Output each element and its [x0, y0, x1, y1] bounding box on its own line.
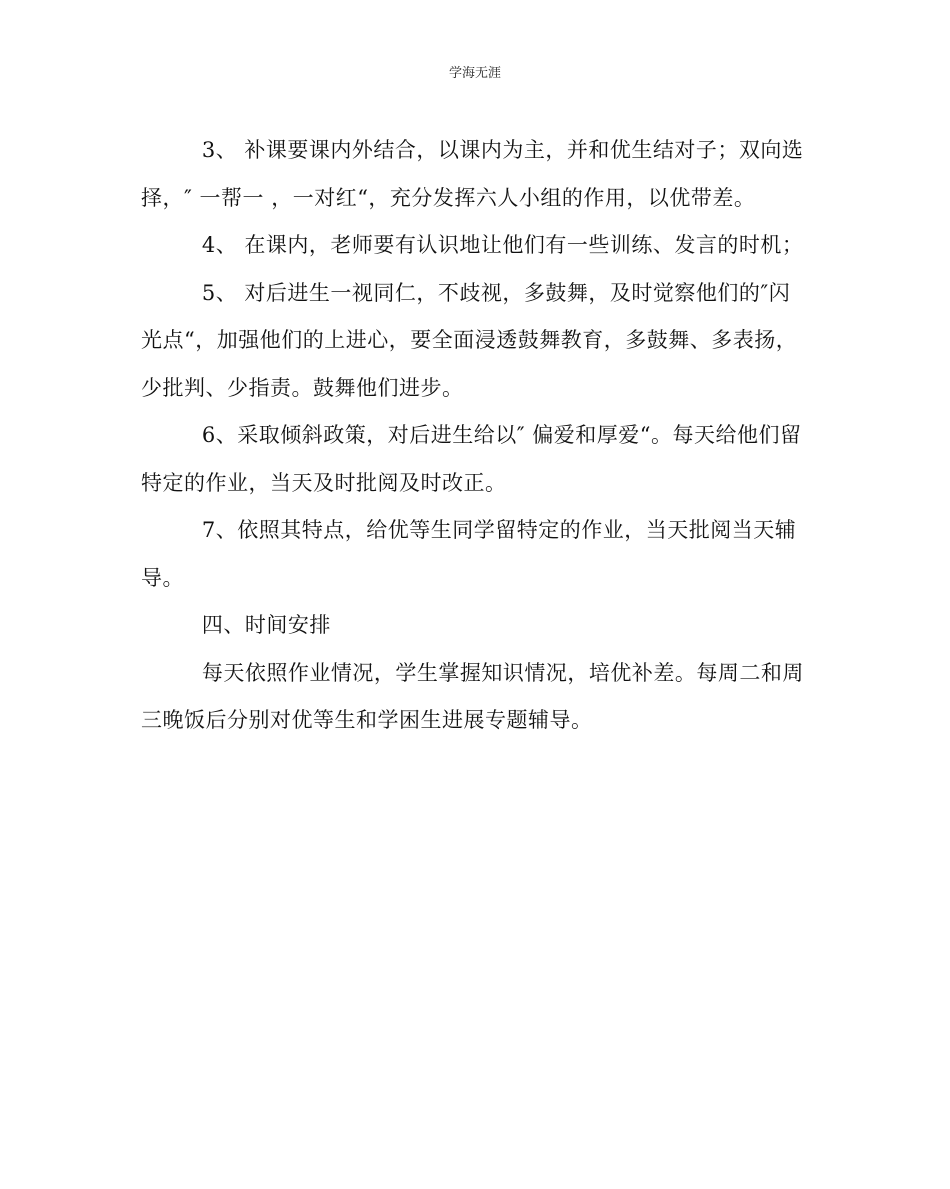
paragraph-item-7: 7、依照其特点，给优等生同学留特定的作业，当天批阅当天辅导。 [141, 518, 797, 590]
paragraph-schedule: 每天依照作业情况，学生掌握知识情况，培优补差。每周二和周三晚饭后分别对优等生和学困生进展专题辅导。 [141, 660, 804, 732]
document-body [141, 127, 826, 745]
page-header: 学海无涯 [448, 66, 501, 81]
paragraph-item-6: 6、采取倾斜政策，对后进生给以″ 偏爱和厚爱“。每天给他们留特定的作业，当天及时批阅及时改正。 [141, 423, 802, 495]
paragraph-item-5: 5、 对后进生一视同仁，不歧视，多鼓舞，及时觉察他们的″闪光点“，加强他们的上进心，要全面浸透鼓舞教育，多鼓舞、多表扬， 少批判、少指责。鼓舞他们进步。 [141, 280, 826, 400]
paragraph-item-3: 3、 补课要课内外结合，以课内为主，并和优生结对子；双向选择，″ 一帮一 ，一对红“，充分发挥六人小组的作用，以优带差。 [141, 138, 804, 210]
paragraph-item-4: 4、 在课内，老师要有认识地让他们有一些训练、发言的时机； [201, 233, 804, 257]
section-heading-schedule: 四、时间安排 [201, 613, 331, 637]
